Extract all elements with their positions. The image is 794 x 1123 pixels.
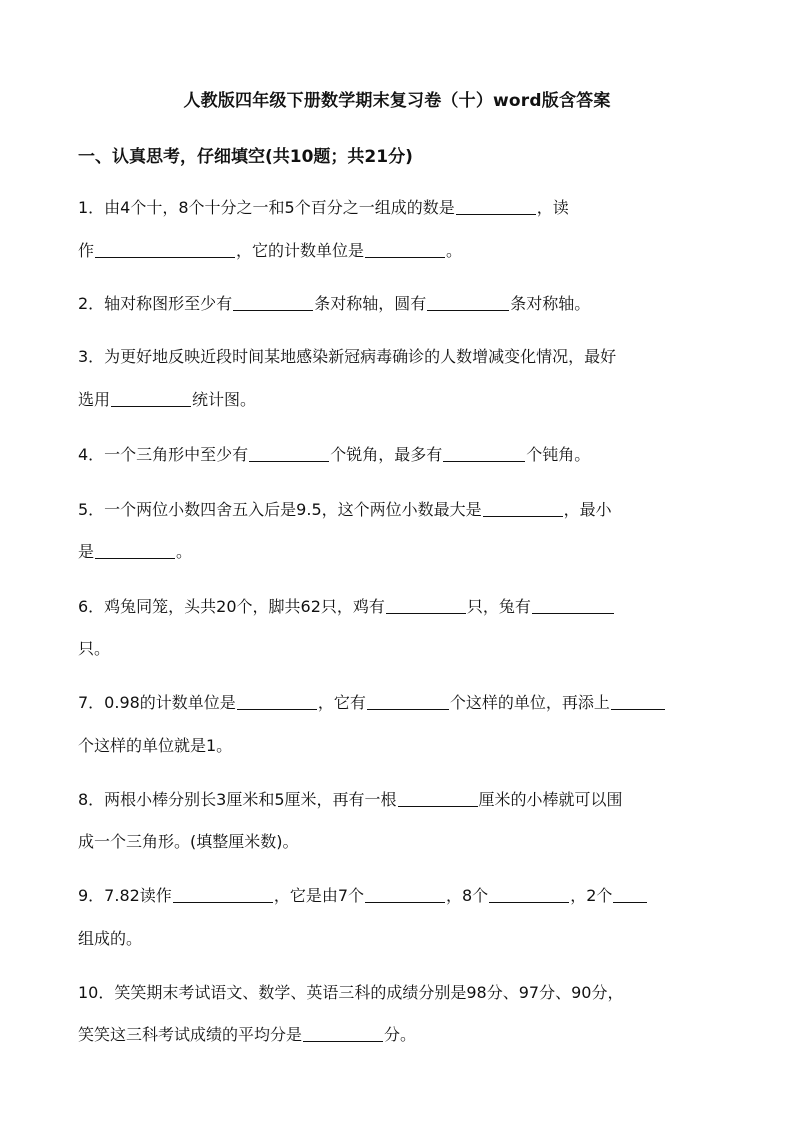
answer-blank[interactable]	[365, 886, 445, 903]
question-text: 5．一个两位小数四舍五入后是9.5，这个两位小数最大是	[78, 500, 482, 519]
question-text: 10．笑笑期末考试语文、数学、英语三科的成绩分别是98分、97分、90分，	[78, 983, 624, 1002]
question-text: 个这样的单位，再添上	[449, 693, 610, 712]
question-text: 7．0.98的计数单位是	[78, 693, 236, 712]
answer-blank[interactable]	[489, 886, 569, 903]
question-7-line-1	[78, 693, 666, 713]
answer-blank[interactable]	[532, 597, 614, 614]
question-7-line-2	[78, 736, 232, 756]
question-text: 条对称轴，圆有	[314, 294, 427, 313]
answer-blank[interactable]	[111, 390, 191, 407]
answer-blank[interactable]	[249, 445, 329, 462]
question-text: ，读	[536, 198, 569, 217]
question-6-line-2	[78, 639, 110, 659]
answer-blank[interactable]	[443, 445, 525, 462]
answer-blank[interactable]	[456, 198, 536, 215]
answer-blank[interactable]	[613, 886, 647, 903]
question-1-line-1	[78, 198, 569, 218]
question-text: ，它有	[317, 693, 366, 712]
question-8-line-1	[78, 790, 623, 810]
question-10-line-1	[78, 983, 623, 1003]
question-text: 4．一个三角形中至少有	[78, 445, 249, 464]
question-text: 条对称轴。	[510, 294, 591, 313]
question-text: 8．两根小棒分别长3厘米和5厘米，再有一根	[78, 790, 397, 809]
answer-blank[interactable]	[483, 500, 563, 517]
question-2-line-1	[78, 294, 590, 314]
answer-blank[interactable]	[427, 294, 509, 311]
question-9-line-1	[78, 886, 648, 906]
question-text: 个锐角，最多有	[330, 445, 443, 464]
question-text: 笑笑这三科考试成绩的平均分是	[78, 1025, 303, 1044]
answer-blank[interactable]	[398, 790, 478, 807]
question-text: 成一个三角形。(填整厘米数)。	[78, 832, 299, 851]
question-5-line-1	[78, 500, 612, 520]
question-5-line-2	[78, 542, 192, 562]
question-6-line-1	[78, 597, 615, 617]
question-text: 选用	[78, 390, 111, 409]
question-text: 6．鸡兔同笼，头共20个，脚共62只，鸡有	[78, 597, 385, 616]
answer-blank[interactable]	[95, 241, 235, 258]
answer-blank[interactable]	[367, 693, 449, 710]
question-text: 是	[78, 542, 95, 561]
question-text: ，最小	[563, 500, 612, 519]
answer-blank[interactable]	[237, 693, 317, 710]
question-text: 厘米的小棒就可以围	[478, 790, 623, 809]
answer-blank[interactable]	[386, 597, 466, 614]
question-text: 。	[176, 542, 193, 561]
question-text: 3．为更好地反映近段时间某地感染新冠病毒确诊的人数增减变化情况，最好	[78, 347, 617, 366]
answer-blank[interactable]	[611, 693, 665, 710]
question-text: 。	[446, 241, 463, 260]
question-text: 1．由4个十，8个十分之一和5个百分之一组成的数是	[78, 198, 455, 217]
question-3-line-1	[78, 347, 616, 367]
answer-blank[interactable]	[303, 1025, 383, 1042]
question-text: 个钝角。	[526, 445, 591, 464]
question-text: 9．7.82读作	[78, 886, 172, 905]
question-3-line-2	[78, 390, 256, 410]
question-text: 统计图。	[192, 390, 257, 409]
question-text: ，它是由7个	[273, 886, 364, 905]
section-heading: 一、认真思考，仔细填空(共10题；共21分)	[78, 147, 413, 167]
question-1-line-2	[78, 241, 462, 261]
page-title: 人教版四年级下册数学期末复习卷（十）word版含答案	[183, 91, 611, 111]
answer-blank[interactable]	[233, 294, 313, 311]
question-10-line-2	[78, 1025, 416, 1045]
question-9-line-2	[78, 929, 142, 949]
question-8-line-2	[78, 832, 299, 852]
question-text: 作	[78, 241, 95, 260]
question-text: 只，兔有	[466, 597, 531, 616]
answer-blank[interactable]	[365, 241, 445, 258]
question-text: ，2个	[570, 886, 613, 905]
answer-blank[interactable]	[95, 542, 175, 559]
answer-blank[interactable]	[173, 886, 273, 903]
question-text: ，8个	[446, 886, 489, 905]
question-text: 只。	[78, 639, 111, 658]
question-text: 分。	[384, 1025, 417, 1044]
question-text: 2．轴对称图形至少有	[78, 294, 233, 313]
question-4-line-1	[78, 445, 590, 465]
question-text: 个这样的单位就是1。	[78, 736, 233, 755]
question-text: 组成的。	[78, 929, 143, 948]
question-text: ，它的计数单位是	[236, 241, 365, 260]
